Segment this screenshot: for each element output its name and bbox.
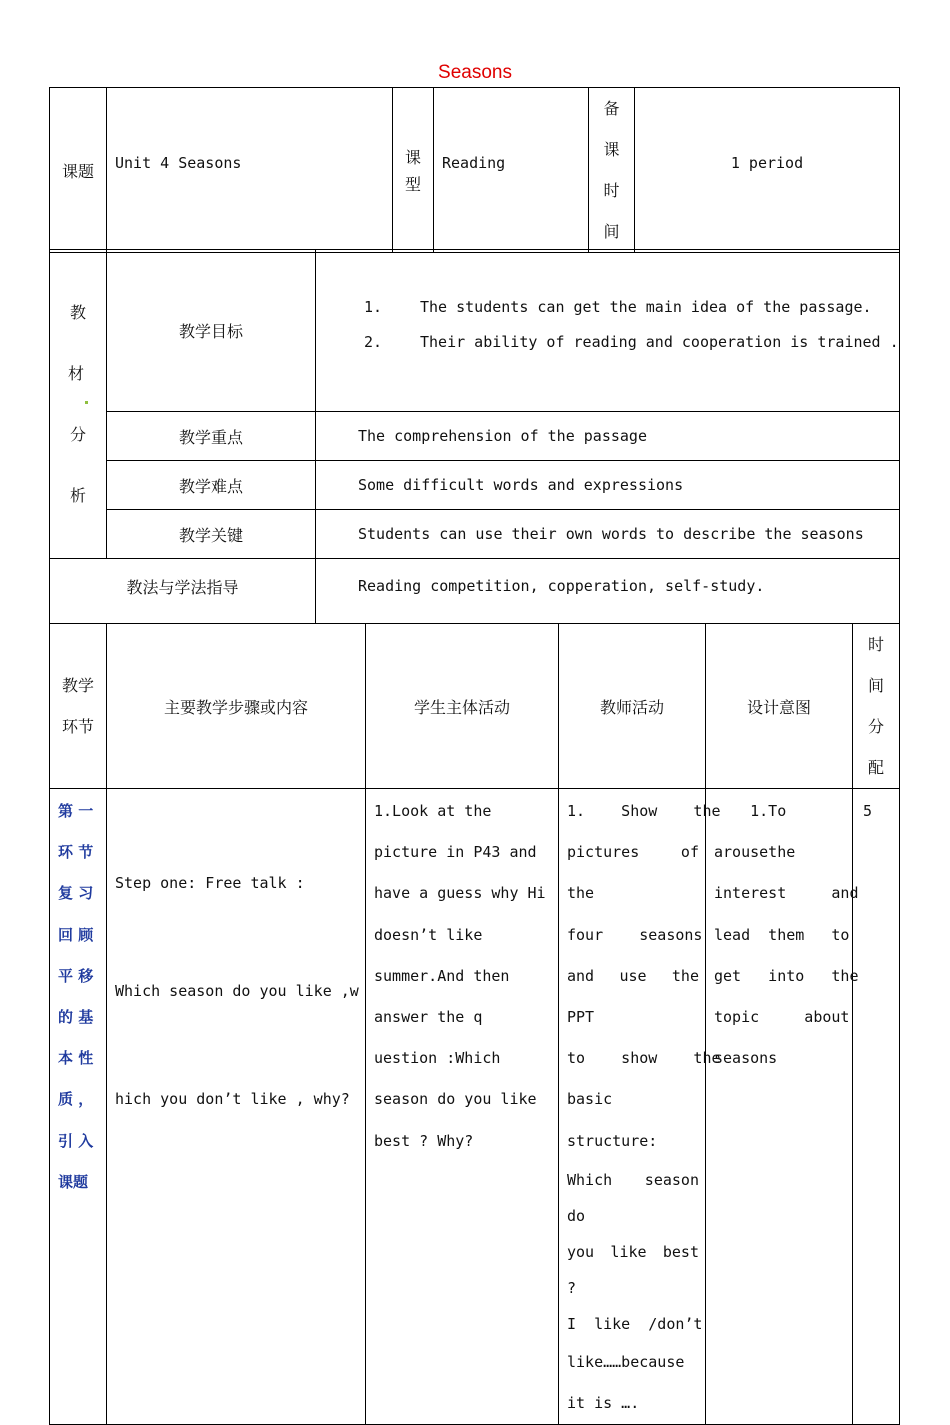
teacher-line: Which season do: [567, 1170, 699, 1225]
time-label-char: 时: [603, 181, 620, 200]
header-char: 时: [867, 635, 884, 654]
teacher-line: pictures of the: [567, 843, 699, 903]
method-value: Reading competition, copperation, self-study.: [316, 559, 900, 624]
time-cell: 5: [853, 789, 900, 1425]
side-label-char: 教: [69, 303, 86, 322]
time-value: 1 period: [635, 88, 900, 253]
col-time-header: [853, 624, 900, 789]
side-label-char: 材: [50, 343, 106, 404]
stage-line: 本 性: [58, 1049, 94, 1068]
goal-item: 1. The students can get the main idea of the passage.: [364, 298, 872, 316]
student-line: uestion :Which: [374, 1049, 501, 1068]
design-line: seasons: [714, 1049, 778, 1068]
teacher-line: like……because: [567, 1352, 685, 1371]
type-label-char: 课: [404, 148, 421, 167]
type-label-char: 型: [404, 175, 421, 194]
stage-line: 引 入: [58, 1131, 94, 1150]
col-teacher-header: 教师活动: [559, 624, 706, 789]
student-line: doesn’t like: [374, 925, 483, 944]
time-label-char: 课: [603, 140, 620, 159]
student-line: answer the q: [374, 1008, 483, 1027]
design-line: interest and: [714, 884, 859, 903]
stage-line: 质 ，: [58, 1090, 94, 1109]
difficulty-label: 教学难点: [107, 461, 316, 510]
teacher-line: structure:: [567, 1131, 658, 1150]
stage-line: 平 移: [58, 966, 94, 985]
teacher-line: you like best ?: [567, 1242, 699, 1297]
student-line: season do you like: [374, 1090, 537, 1109]
teacher-line: it is ….: [567, 1393, 640, 1412]
key-value: Students can use their own words to describe the seasons: [316, 510, 900, 559]
side-label-char: 析: [69, 486, 86, 505]
procedure-table: [49, 623, 900, 1425]
type-label: [393, 88, 434, 253]
topic-label: 课题: [50, 88, 107, 253]
col-design-header: 设计意图: [706, 624, 853, 789]
design-cell: [706, 789, 859, 1425]
steps-cell: [107, 789, 366, 1425]
header-line: 教学: [61, 676, 94, 695]
key-point-label: 教学重点: [107, 412, 316, 461]
method-label: 教法与学法指导: [50, 559, 316, 624]
goal-label: 教学目标: [107, 250, 316, 412]
student-line: summer.And then: [374, 966, 510, 985]
stage-line: 复 习: [58, 884, 94, 903]
time-label-char: 备: [603, 99, 620, 118]
stage-line: 第 一: [58, 802, 94, 820]
student-line: 1.Look at the: [374, 802, 492, 820]
student-line: picture in P43 and: [374, 843, 537, 862]
key-label: 教学关键: [107, 510, 316, 559]
teacher-cell: [559, 789, 721, 1425]
design-line: topic about: [714, 1008, 850, 1027]
step-line: hich you don’t like , why?: [115, 1090, 350, 1108]
analysis-table: [49, 249, 900, 624]
side-label-char: 分: [69, 425, 86, 444]
teacher-line: basic: [567, 1090, 613, 1109]
step-line: Step one: Free talk :: [115, 874, 305, 892]
teacher-line: I like /don’t: [567, 1314, 703, 1333]
difficulty-value: Some difficult words and expressions: [316, 461, 900, 510]
teacher-line: 1. Show the: [567, 802, 721, 820]
col-student-header: 学生主体活动: [366, 624, 559, 789]
stage-line: 环 节: [58, 843, 94, 862]
header-char: 分: [867, 717, 884, 736]
analysis-side-label: [50, 250, 107, 559]
goal-cell: [316, 250, 900, 412]
stage-line: 回 顾: [58, 925, 94, 944]
stage-line: 课题: [58, 1172, 89, 1191]
goal-item: 2. Their ability of reading and cooperation is trained .: [364, 333, 899, 351]
header-char: 配: [867, 758, 884, 777]
teacher-line: and use the PPT: [567, 966, 699, 1027]
teacher-line: four seasons: [567, 925, 703, 944]
student-line: best ? Why?: [374, 1131, 474, 1150]
design-line: get into the: [714, 966, 859, 985]
col-stage-header: [50, 624, 107, 789]
key-point-value: The comprehension of the passage: [316, 412, 900, 461]
step-line: Which season do you like ,w: [115, 982, 359, 1000]
goal-list: [316, 290, 899, 360]
type-value: Reading: [434, 88, 589, 253]
topic-value: Unit 4 Seasons: [107, 88, 393, 253]
document-title: Seasons: [438, 62, 512, 83]
design-line: 1.To: [714, 802, 787, 820]
student-cell: [366, 789, 559, 1425]
design-line: arousethe: [714, 843, 796, 862]
teacher-line: to show the: [567, 1049, 721, 1068]
stage-line: 的 基: [58, 1008, 94, 1027]
header-char: 间: [867, 676, 884, 695]
stage-cell: [50, 789, 107, 1425]
header-line: 环节: [61, 717, 94, 736]
design-line: lead them to: [714, 925, 850, 944]
time-label: [589, 88, 635, 253]
student-line: have a guess why Hi: [374, 884, 546, 903]
time-label-char: 间: [603, 222, 620, 241]
header-table: [49, 87, 900, 253]
col-steps-header: 主要教学步骤或内容: [107, 624, 366, 789]
